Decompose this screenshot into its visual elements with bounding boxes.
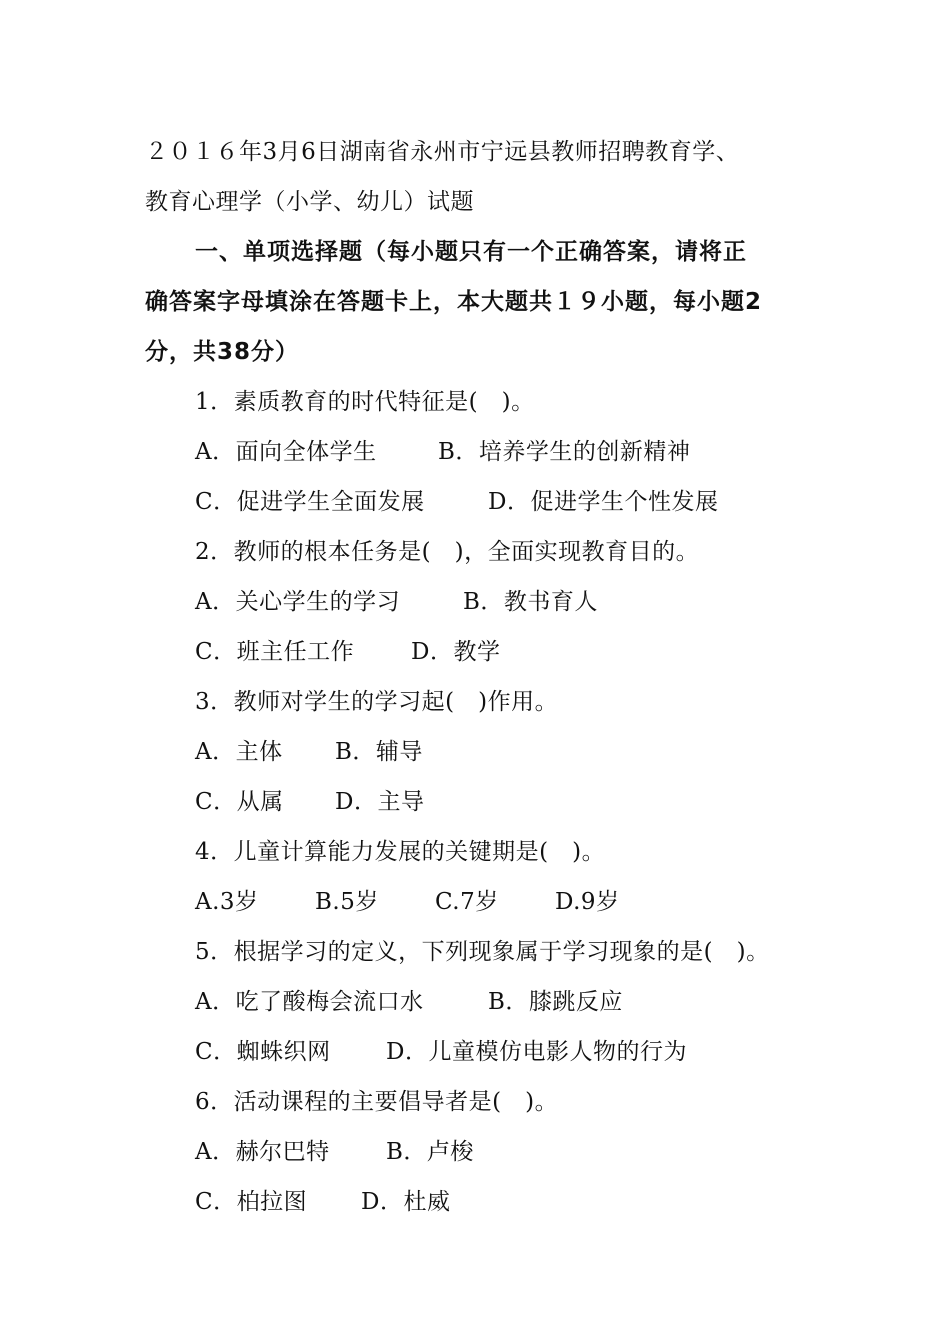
question-5-option-d: D．儿童模仿电影人物的行为	[386, 1039, 687, 1065]
section-heading-line-2: 确答案字母填涂在答题卡上，本大题共１９小题，每小题2	[145, 289, 763, 315]
question-2-stem: 2．教师的根本任务是( )，全面实现教育目的。	[195, 539, 700, 565]
question-1-option-c: C．促进学生全面发展	[195, 489, 425, 515]
question-1-stem: 1．素质教育的时代特征是( )。	[195, 389, 535, 415]
question-4-stem: 4．儿童计算能力发展的关键期是( )。	[195, 839, 606, 865]
question-5-stem: 5．根据学习的定义，下列现象属于学习现象的是( )。	[195, 939, 770, 965]
title-line-1: ２０１６年3月6日湖南省永州市宁远县教师招聘教育学、	[145, 139, 740, 165]
question-5-option-b: B．膝跳反应	[488, 989, 623, 1015]
question-1-options-row-2	[195, 487, 718, 517]
question-2-options-row-2	[195, 637, 500, 667]
question-1-option-d: D．促进学生个性发展	[488, 489, 719, 515]
question-3-option-c: C．从属	[195, 789, 284, 815]
question-3-option-b: B．辅导	[335, 739, 423, 765]
question-6-option-a: A．赫尔巴特	[195, 1139, 330, 1165]
question-6-option-c: C．柏拉图	[195, 1189, 308, 1215]
question-2-option-c: C．班主任工作	[195, 639, 355, 665]
question-1-options-row-1	[195, 437, 690, 467]
section-heading-line-1: 一、单项选择题（每小题只有一个正确答案，请将正	[195, 239, 747, 265]
question-2-option-d: D．教学	[411, 639, 501, 665]
question-1-option-b: B．培养学生的创新精神	[438, 439, 691, 465]
question-4-option-b: B.5岁	[315, 889, 379, 915]
question-1-option-a: A．面向全体学生	[195, 439, 377, 465]
question-4-option-a: A.3岁	[195, 889, 259, 915]
question-2-option-b: B．教书育人	[463, 589, 598, 615]
question-5-option-a: A．吃了酸梅会流口水	[195, 989, 424, 1015]
question-3-option-a: A．主体	[195, 739, 283, 765]
title-line-2: 教育心理学（小学、幼儿）试题	[145, 189, 474, 215]
question-6-option-d: D．杜威	[361, 1189, 451, 1215]
question-3-stem: 3．教师对学生的学习起( )作用。	[195, 689, 559, 715]
question-5-options-row-1	[195, 987, 623, 1017]
question-6-option-b: B．卢梭	[386, 1139, 474, 1165]
question-4-option-d: D.9岁	[555, 889, 620, 915]
question-6-stem: 6．活动课程的主要倡导者是( )。	[195, 1089, 559, 1115]
question-5-options-row-2	[195, 1037, 687, 1067]
question-4-option-c: C.7岁	[435, 889, 499, 915]
question-4-options-row-1	[195, 887, 620, 917]
section-heading-line-3: 分，共38分）	[145, 339, 300, 365]
question-6-options-row-1	[195, 1137, 474, 1167]
question-3-option-d: D．主导	[335, 789, 425, 815]
question-3-options-row-2	[195, 787, 424, 817]
question-5-option-c: C．蜘蛛织网	[195, 1039, 331, 1065]
question-2-options-row-1	[195, 587, 598, 617]
question-6-options-row-2	[195, 1187, 450, 1217]
question-3-options-row-1	[195, 737, 423, 767]
question-2-option-a: A．关心学生的学习	[195, 589, 401, 615]
